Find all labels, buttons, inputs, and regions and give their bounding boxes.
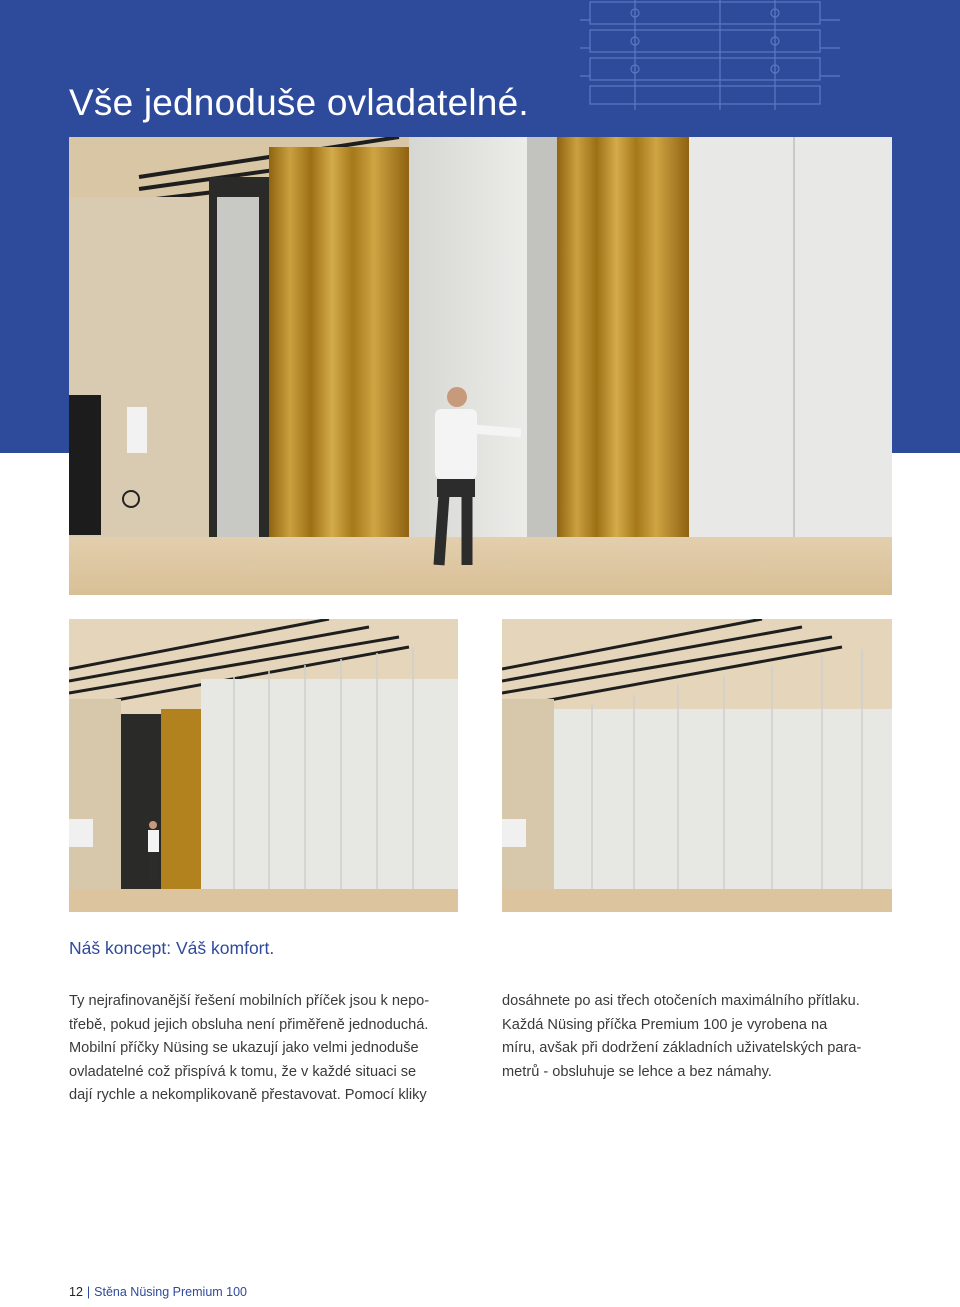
hall-partition-photo-left	[69, 619, 458, 912]
page-number: 12	[69, 1285, 83, 1299]
hall-partition-photo-main	[69, 137, 892, 595]
body-text-line: dají rychle a nekomplikovaně přestavovat. Pomocí kliky	[69, 1087, 427, 1103]
body-text-line: třebě, pokud jejich obsluha není přiměřeně jednoduchá.	[69, 1016, 429, 1033]
body-text-left-column	[69, 990, 469, 1108]
body-text-line: Ty nejrafinovanější řešení mobilních příček jsou k nepo-	[69, 993, 430, 1009]
body-text-line: metrů - obsluhuje se lehce a bez námahy.	[502, 1063, 772, 1080]
footer-separator: |	[86, 1285, 91, 1299]
body-text-right-column	[502, 990, 902, 1084]
blueprint-drawing-decoration	[580, 0, 840, 110]
body-text-line: Každá Nüsing příčka Premium 100 je vyrobena na	[502, 1016, 828, 1033]
body-text-line: míru, avšak při dodržení základních uživatelských para-	[502, 1040, 862, 1056]
section-heading: Náš koncept: Váš komfort.	[69, 938, 275, 958]
page-footer	[69, 1285, 247, 1299]
body-text-line: Mobilní příčky Nüsing se ukazují jako velmi jednoduše	[69, 1040, 419, 1056]
hall-partition-photo-right	[502, 619, 892, 912]
page-title: Vše jednoduše ovladatelné.	[69, 82, 529, 123]
publication-name: Stěna Nüsing Premium 100	[94, 1285, 248, 1299]
body-text-line: ovladatelné což přispívá k tomu, že v každé situaci se	[69, 1063, 417, 1080]
body-text-line: dosáhnete po asi třech otočeních maximálního přítlaku.	[502, 993, 860, 1009]
